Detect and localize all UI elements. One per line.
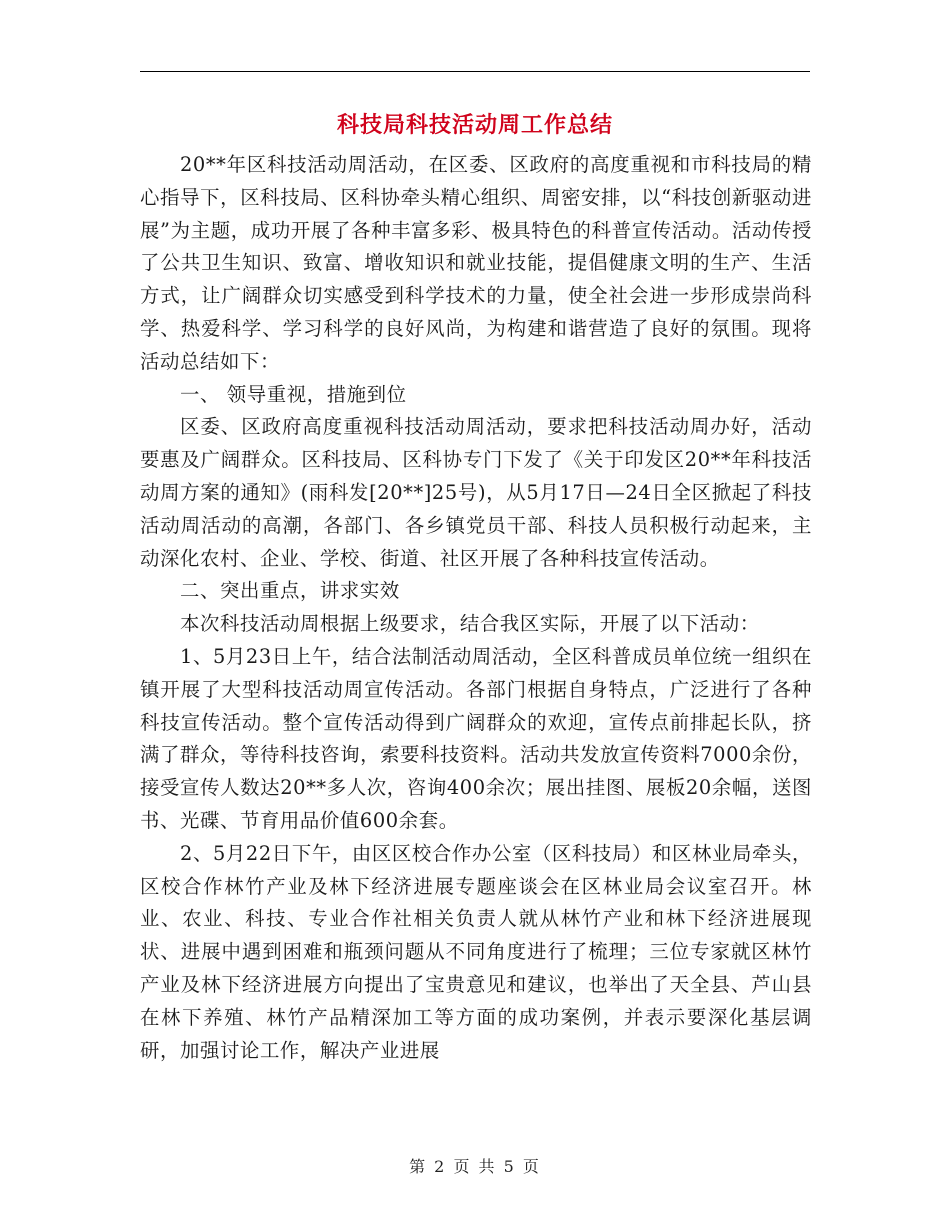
paragraph-activity-2: 2、5月22日下午，由区区校合作办公室（区科技局）和区林业局牵头，区校合作林竹产业及林下经济进展专题座谈会在区林业局会议室召开。林业、农业、科技、专业合作社相关负责人就从林竹产业和林下经济进展现状、进展中遇到困难和瓶颈问题从不同角度进行了梳理；三位专家就区林竹产业及林下经济进展方向提出了宝贵意见和建议，也举出了天全县、芦山县在林下养殖、林竹产品精深加工等方面的成功案例，并表示要深化基层调研，加强讨论工作，解决产业进展 <box>140 841 812 1062</box>
paragraph-section-2-intro: 本次科技活动周根据上级要求，结合我区实际，开展了以下活动： <box>180 612 760 636</box>
paragraph-intro: 20**年区科技活动周活动，在区委、区政府的高度重视和市科技局的精心指导下，区科技局、区科协牵头精心组织、周密安排，以“科技创新驱动进展”为主题，成功开展了各种丰富多彩、极具特色的科普宣传活动。活动传授了公共卫生知识、致富、增收知识和就业技能，提倡健康文明的生产、生活方式，让广阔群众切实感受到科学技术的力量，使全社会进一步形成崇尚科学、热爱科学、学习科学的良好风尚，为构建和谐营造了良好的氛围。现将活动总结如下： <box>140 153 812 373</box>
document-title: 科技局科技活动周工作总结 <box>336 112 613 138</box>
document-body <box>140 149 812 1067</box>
heading-section-1: 一、 领导重视，措施到位 <box>180 382 407 406</box>
paragraph-activity-1: 1、5月23日上午，结合法制活动周活动，全区科普成员单位统一组织在镇开展了大型科技活动周宣传活动。各部门根据自身特点，广泛进行了各种科技宣传活动。整个宣传活动得到广阔群众的欢迎，宣传点前排起长队，挤满了群众，等待科技咨询，索要科技资料。活动共发放宣传资料7000余份，接受宣传人数达20**多人次，咨询400余次；展出挂图、展板20余幅，送图书、光碟、节育用品价值600余套。 <box>140 644 812 832</box>
heading-section-2: 二、突出重点，讲求实效 <box>180 579 400 603</box>
paragraph-section-1: 区委、区政府高度重视科技活动周活动，要求把科技活动周办好，活动要惠及广阔群众。区科技局、区科协专门下发了《关于印发区20**年科技活动周方案的通知》(雨科发[20**]25号)，从5月17日—24日全区掀起了科技活动周活动的高潮，各部门、各乡镇党员干部、科技人员积极行动起来，主动深化农村、企业、学校、街道、社区开展了各种科技宣传活动。 <box>140 415 812 570</box>
page-number-footer: 第 2 页 共 5 页 <box>409 1157 541 1176</box>
header-rule <box>140 71 810 72</box>
